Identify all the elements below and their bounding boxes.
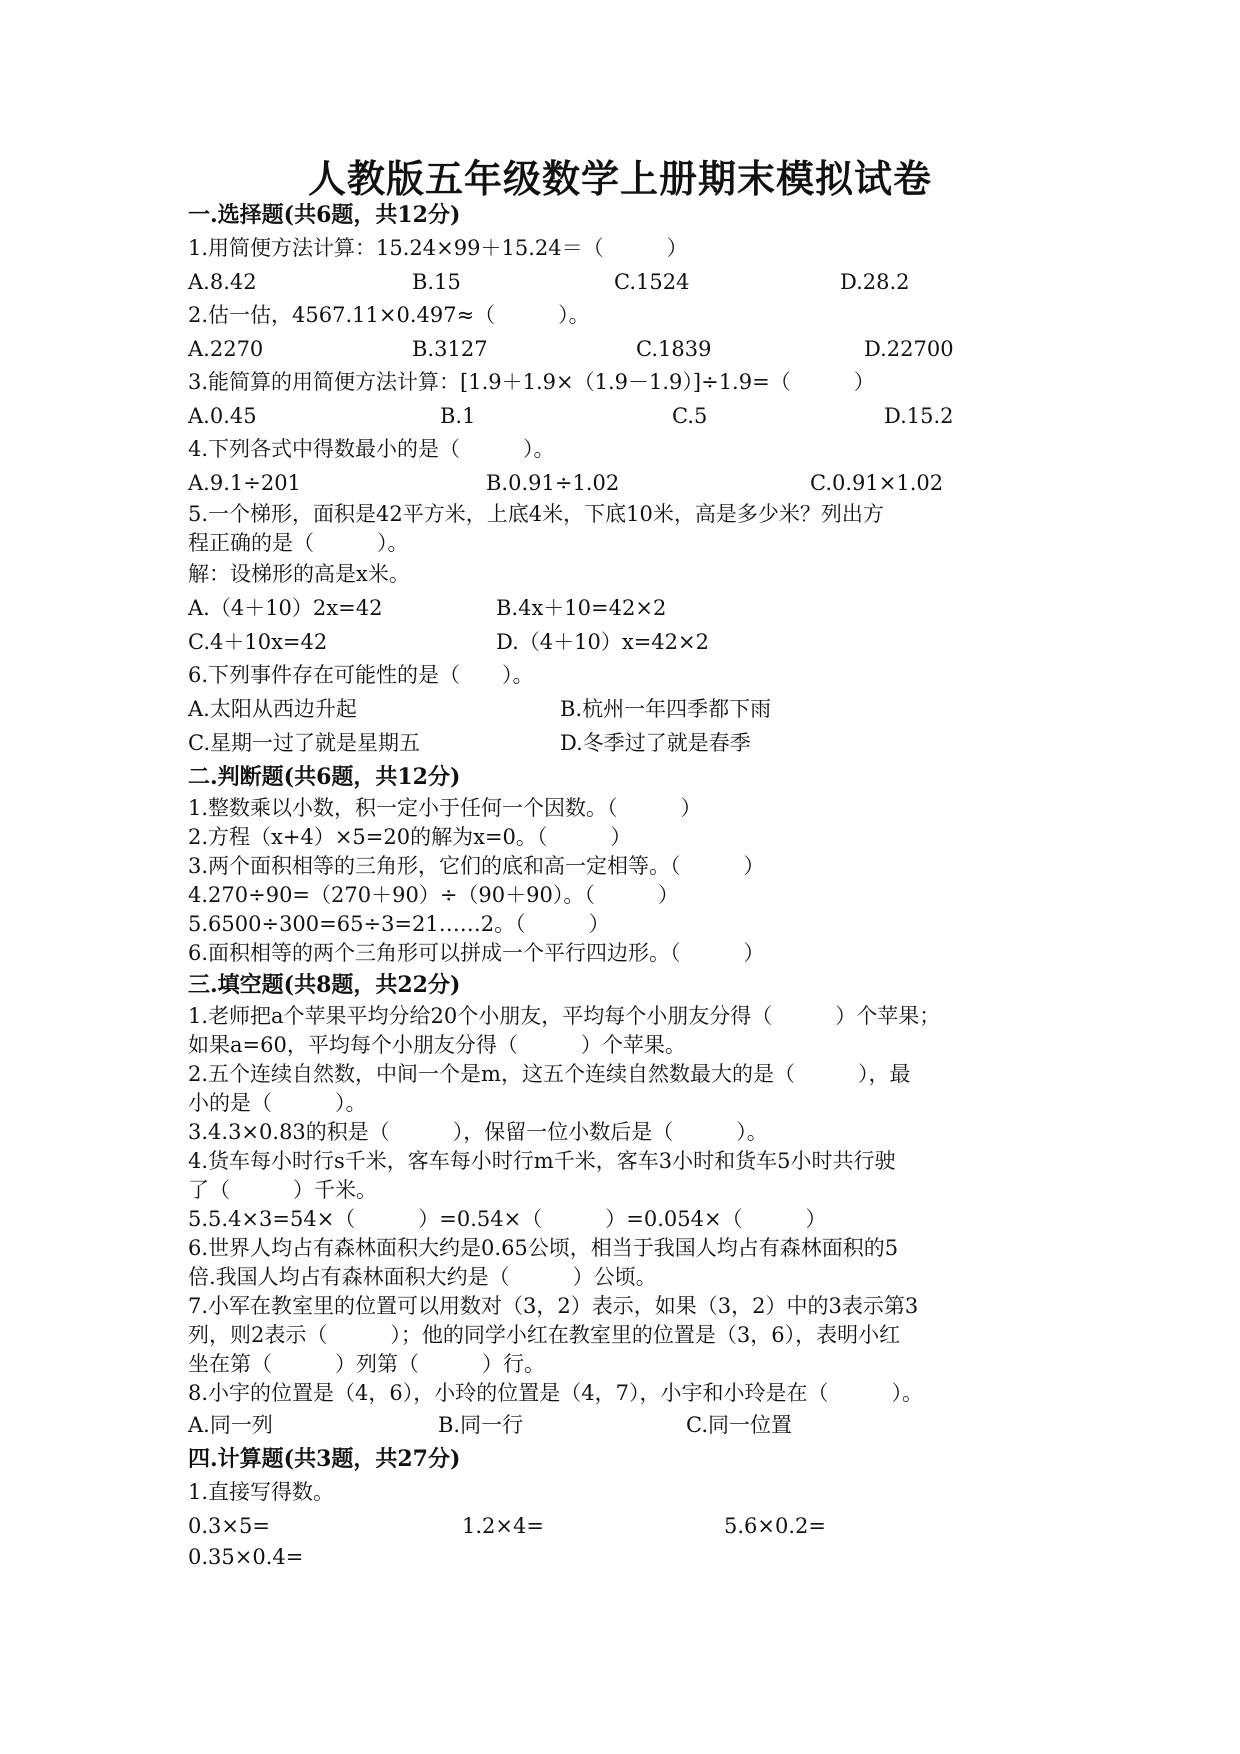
question-text: 6.下列事件存在可能性的是（ ）。: [188, 663, 534, 687]
section-heading-calculation: 四.计算题(共3题，共27分): [188, 1446, 461, 1472]
option-a: A.（4＋10）2x=42: [188, 596, 383, 620]
question-text: 5.6500÷300=65÷3=21……2。（ ）: [188, 912, 610, 936]
question-text: 2.方程（x+4）×5=20的解为x=0。（ ）: [188, 825, 632, 849]
option-a: A.0.45: [188, 404, 257, 428]
option-c: C.5: [672, 404, 708, 428]
section-heading-fill-blank: 三.填空题(共8题，共22分): [188, 972, 461, 998]
option-a: A.太阳从西边升起: [188, 697, 357, 721]
option-a: A.9.1÷201: [188, 471, 301, 495]
option-b: B.1: [440, 404, 476, 428]
option-c: C.1524: [614, 270, 690, 294]
option-c: C.同一位置: [686, 1413, 792, 1437]
option-b: B.15: [412, 270, 461, 294]
question-text: 倍.我国人均占有森林面积大约是（ ）公顷。: [188, 1265, 657, 1289]
option-b: B.3127: [412, 337, 488, 361]
option-b: B.同一行: [438, 1413, 524, 1437]
page-title: 人教版五年级数学上册期末模拟试卷: [307, 156, 932, 201]
option-d: D.（4＋10）x=42×2: [496, 630, 709, 654]
option-c: C.1839: [636, 337, 712, 361]
section-heading-judgement: 二.判断题(共6题，共12分): [188, 764, 461, 790]
options-row: [188, 466, 1068, 500]
options-row: [188, 265, 1068, 299]
option-b: B.0.91÷1.02: [486, 471, 620, 495]
question-text: 7.小军在教室里的位置可以用数对（3，2）表示，如果（3，2）中的3表示第3: [188, 1294, 919, 1318]
question-text: 5.5.4×3=54×（ ）=0.54×（ ）=0.054×（ ）: [188, 1207, 827, 1231]
calc-item: 5.6×0.2=: [724, 1514, 826, 1538]
options-row: [188, 692, 1068, 726]
calc-row: [188, 1509, 1068, 1543]
option-c: C.星期一过了就是星期五: [188, 731, 420, 755]
question-text: 4.货车每小时行s千米，客车每小时行m千米，客车3小时和货车5小时共行驶: [188, 1149, 896, 1173]
option-a: A.8.42: [188, 270, 257, 294]
calc-item: 0.3×5=: [188, 1514, 270, 1538]
option-c: C.0.91×1.02: [810, 471, 944, 495]
question-text: 2.五个连续自然数，中间一个是m，这五个连续自然数最大的是（ ），最: [188, 1062, 911, 1086]
question-text: 3.4.3×0.83的积是（ ），保留一位小数后是（ ）。: [188, 1120, 768, 1144]
question-text: 4.270÷90=（270＋90）÷（90＋90）。（ ）: [188, 883, 679, 907]
option-a: A.2270: [188, 337, 264, 361]
options-row: [188, 399, 1068, 433]
section-heading-choice: 一.选择题(共6题，共12分): [188, 202, 461, 228]
question-text: 程正确的是（ ）。: [188, 531, 409, 555]
question-text: 1.直接写得数。: [188, 1480, 335, 1504]
question-text: 3.两个面积相等的三角形，它们的底和高一定相等。（ ）: [188, 854, 765, 878]
option-a: A.同一列: [188, 1413, 273, 1437]
option-c: C.4＋10x=42: [188, 630, 328, 654]
option-d: D.28.2: [840, 270, 910, 294]
option-b: B.4x＋10=42×2: [496, 596, 667, 620]
question-text: 1.用简便方法计算：15.24×99＋15.24＝（ ）: [188, 236, 688, 260]
question-text: 列，则2表示（ ）；他的同学小红在教室里的位置是（3，6），表明小红: [188, 1323, 901, 1347]
question-text: 1.老师把a个苹果平均分给20个小朋友，平均每个小朋友分得（ ）个苹果；: [188, 1004, 941, 1028]
question-text: 解：设梯形的高是x米。: [188, 562, 410, 586]
options-row: [188, 726, 1068, 760]
question-text: 8.小宇的位置是（4，6），小玲的位置是（4，7），小宇和小玲是在（ ）。: [188, 1381, 923, 1405]
question-text: 坐在第（ ）列第（ ）行。: [188, 1352, 545, 1376]
option-d: D.冬季过了就是春季: [560, 731, 751, 755]
question-text: 了（ ）千米。: [188, 1178, 377, 1202]
question-text: 如果a=60，平均每个小朋友分得（ ）个苹果。: [188, 1033, 686, 1057]
question-text: 小的是（ ）。: [188, 1091, 367, 1115]
calc-item: 1.2×4=: [462, 1514, 544, 1538]
question-text: 3.能简算的用简便方法计算：[1.9＋1.9×（1.9－1.9）]÷1.9=（ ）: [188, 370, 875, 394]
calc-item: 0.35×0.4=: [188, 1545, 304, 1569]
option-d: D.15.2: [884, 404, 954, 428]
options-row: [188, 625, 1068, 659]
question-text: 5.一个梯形，面积是42平方米，上底4米，下底10米，高是多少米？列出方: [188, 502, 884, 526]
question-text: 6.世界人均占有森林面积大约是0.65公顷，相当于我国人均占有森林面积的5: [188, 1236, 899, 1260]
question-text: 6.面积相等的两个三角形可以拼成一个平行四边形。（ ）: [188, 941, 765, 965]
exam-content: [188, 198, 1068, 1572]
option-d: D.22700: [864, 337, 954, 361]
question-text: 1.整数乘以小数，积一定小于任何一个因数。（ ）: [188, 796, 702, 820]
options-row: [188, 591, 1068, 625]
question-text: 4.下列各式中得数最小的是（ ）。: [188, 437, 555, 461]
options-row: [188, 332, 1068, 366]
question-text: 2.估一估，4567.11×0.497≈（ ）。: [188, 303, 590, 327]
option-b: B.杭州一年四季都下雨: [560, 697, 772, 721]
options-row: [188, 1408, 1068, 1442]
